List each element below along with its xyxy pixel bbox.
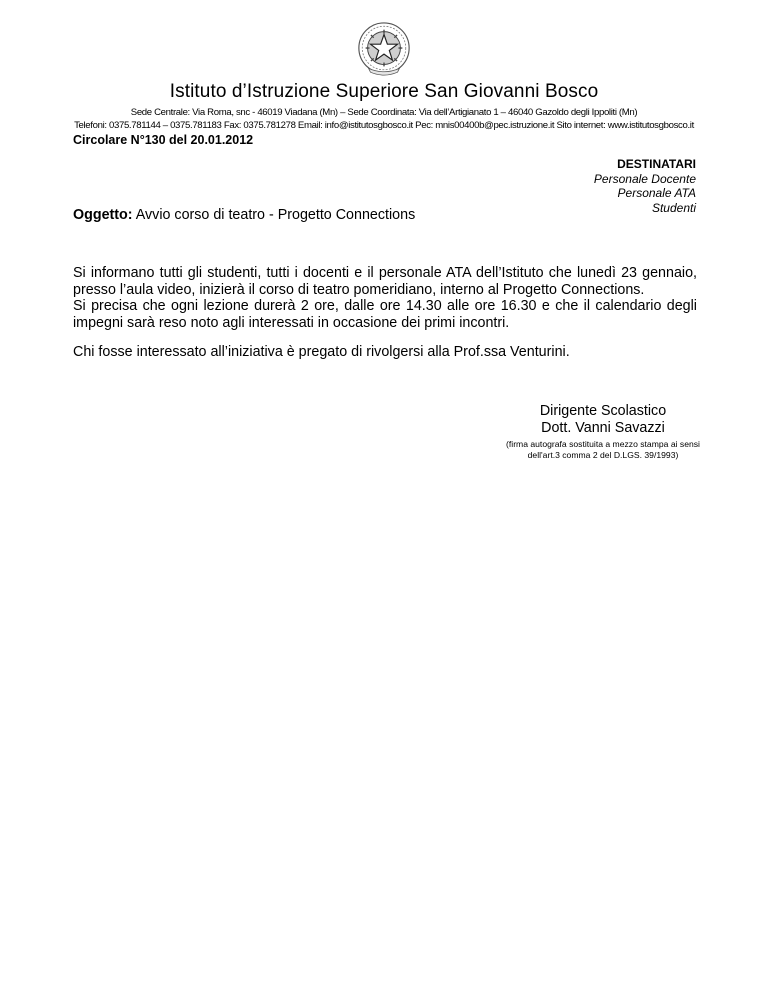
signature-note <box>463 439 743 460</box>
signature-note-line-1: (firma autografa sostituita a mezzo stampa ai sensi <box>506 439 700 449</box>
subject-text: Avvio corso di teatro - Progetto Connections <box>132 207 416 223</box>
recipient-item: Personale ATA <box>617 186 696 200</box>
italian-republic-emblem-icon <box>355 20 413 78</box>
recipient-item: Personale Docente <box>593 171 696 186</box>
signature-note-line-2: dell'art.3 comma 2 del D.LGS. 39/1993) <box>527 449 679 460</box>
recipients-block <box>594 157 696 215</box>
circular-number: Circolare N°130 del 20.01.2012 <box>73 133 254 147</box>
body-paragraph-2: Si precisa che ogni lezione durerà 2 ore, dalle ore 14.30 alle ore 16.30 e che il calendario degli impegni sarà reso noto agli interessati in occasione dei primi incontri. <box>73 298 697 331</box>
subject-label: Oggetto: <box>73 207 133 223</box>
signer-name: Dott. Vanni Savazzi <box>541 420 665 436</box>
body-paragraph-1: Si informano tutti gli studenti, tutti i docenti e il personale ATA dell’Istituto che lunedì 23 gennaio, presso l’aula video, inizierà il corso di teatro pomeridiano, interno al Progetto Connections. <box>73 265 697 298</box>
subject-line <box>73 207 415 223</box>
address-line-1: Sede Centrale: Via Roma, snc - 46019 Viadana (Mn) – Sede Coordinata: Via dell’Artigianato 1 – 46040 Gazoldo degli Ippoliti (Mn) <box>130 107 638 118</box>
recipient-item: Studenti <box>651 200 696 215</box>
recipients-heading: DESTINATARI <box>617 157 696 171</box>
signer-role: Dirigente Scolastico <box>539 403 667 419</box>
signature-block <box>463 403 743 460</box>
closing-paragraph: Chi fosse interessato all’iniziativa è pregato di rivolgersi alla Prof.ssa Venturini. <box>73 344 570 360</box>
contact-line: Telefoni: 0375.781144 – 0375.781183 Fax: 0375.781278 Email: info@istitutosgbosco.it Pec: mnis00400b@pec.istruzione.it Sito internet: www.istitutosgbosco.it <box>74 120 694 131</box>
body-text <box>73 265 697 331</box>
school-name: Istituto d’Istruzione Superiore San Giovanni Bosco <box>169 81 599 102</box>
